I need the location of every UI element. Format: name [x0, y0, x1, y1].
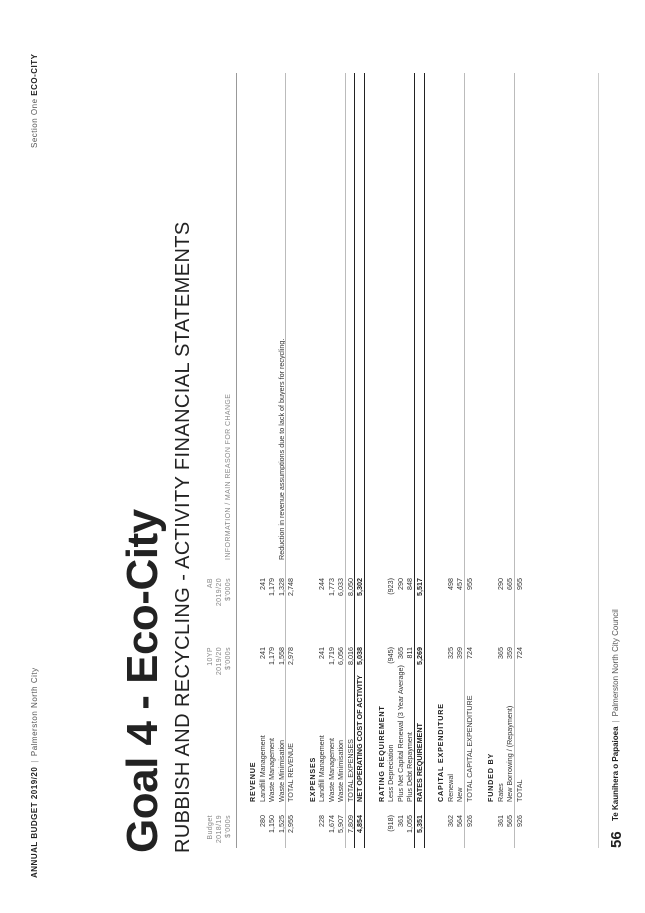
- section-row: [486, 0, 495, 913]
- tenyp-cell: 1,179: [267, 647, 276, 665]
- tenyp-cell: 724: [514, 647, 524, 659]
- total-row: [515, 0, 524, 913]
- table-row: [496, 0, 505, 913]
- budget-cell: 5,351: [414, 815, 424, 833]
- ab-cell: (923): [386, 578, 395, 595]
- row-rule: [345, 73, 346, 848]
- label-cell: TOTAL EXPENSES: [345, 739, 355, 802]
- column-header-10yp: 10YP 2019/20 $'000s: [207, 647, 232, 676]
- budget-cell: 4,854: [355, 815, 364, 833]
- ab-cell: 2,748: [286, 578, 295, 596]
- label-cell: Plus Debt Repayment: [405, 732, 414, 802]
- table-row: [396, 0, 405, 913]
- label-cell: Less Depreciation: [386, 744, 395, 802]
- total-row: [355, 0, 364, 913]
- label-cell: FUNDED BY: [486, 752, 495, 802]
- council-name: Palmerston North City: [30, 667, 39, 757]
- ab-cell: 244: [317, 578, 326, 590]
- info-cell: Reduction in revenue assumptions due to lack of buyers for recycling.: [276, 338, 286, 560]
- tenyp-cell: 8,016: [345, 647, 355, 665]
- tenyp-cell: 5,269: [414, 647, 424, 665]
- ab-cell: 290: [395, 578, 405, 590]
- tenyp-cell: 811: [405, 647, 414, 659]
- tenyp-cell: 359: [505, 647, 514, 659]
- goal-title: Goal 4 - Eco-City: [118, 509, 167, 853]
- tenyp-cell: 365: [395, 647, 405, 659]
- budget-cell: 5,907: [336, 815, 345, 833]
- ab-cell: 5,517: [414, 578, 424, 596]
- tenyp-cell: 1,719: [326, 647, 336, 665]
- page-header-right: [30, 54, 39, 149]
- ab-cell: 848: [405, 578, 414, 590]
- ab-cell: 6,033: [336, 578, 345, 596]
- footer-rule: [598, 73, 599, 848]
- budget-cell: 361: [495, 815, 505, 827]
- footer-council-name: Palmerston North City Council: [611, 609, 620, 717]
- table-row: [258, 0, 267, 913]
- label-cell: Waste Management: [326, 737, 336, 802]
- label-cell: Landfill Management: [317, 735, 326, 802]
- total-row: [465, 0, 474, 913]
- ab-cell: 241: [257, 578, 267, 590]
- budget-cell: 2,955: [286, 815, 295, 833]
- row-rule: [414, 73, 415, 848]
- tenyp-cell: 6,056: [336, 647, 345, 665]
- maori-name: Te Kaunihera o Papaioea: [611, 726, 620, 821]
- label-cell: RATES REQUIREMENT: [414, 723, 424, 802]
- budget-cell: 1,674: [326, 815, 336, 833]
- budget-cell: 1,525: [276, 815, 286, 833]
- table-row: [327, 0, 336, 913]
- table-row: [267, 0, 276, 913]
- ab-cell: 1,179: [267, 578, 276, 596]
- page-number: 56: [608, 831, 625, 848]
- header-rule: [236, 73, 237, 848]
- ab-cell: 5,302: [355, 578, 364, 596]
- tenyp-cell: 1,558: [276, 647, 286, 665]
- tenyp-cell: 2,978: [286, 647, 295, 665]
- row-rule-bottom: [424, 73, 425, 848]
- ab-cell: 8,050: [345, 578, 355, 596]
- row-rule: [354, 73, 355, 848]
- footer-text: Te Kaunihera o Papaioea|Palmerston North City Council: [611, 609, 620, 821]
- doc-title: ANNUAL BUDGET 2019/20: [30, 766, 39, 878]
- budget-cell: 564: [455, 815, 464, 827]
- label-cell: TOTAL REVENUE: [286, 743, 295, 802]
- tenyp-cell: 241: [317, 647, 326, 659]
- budget-cell: 228: [317, 815, 326, 827]
- label-cell: REVENUE: [248, 761, 257, 802]
- ab-cell: 955: [464, 578, 474, 590]
- budget-cell: 926: [464, 815, 474, 827]
- label-cell: Waste Minimisation: [336, 739, 345, 802]
- row-rule-bottom: [364, 73, 365, 848]
- column-header-budget: Budget 2018/19 $'000s: [207, 815, 232, 844]
- page-header-left: ANNUAL BUDGET 2019/20|Palmerston North City: [30, 667, 39, 878]
- label-cell: Renewal: [445, 774, 455, 802]
- total-row: [415, 0, 424, 913]
- table-row: [386, 0, 395, 913]
- tenyp-cell: 241: [257, 647, 267, 659]
- ab-cell: 457: [455, 578, 464, 590]
- tenyp-cell: 365: [495, 647, 505, 659]
- ab-cell: 1,328: [276, 578, 286, 596]
- table-row: [446, 0, 455, 913]
- tenyp-cell: 399: [455, 647, 464, 659]
- label-cell: RATING REQUIREMENT: [376, 705, 386, 802]
- label-cell: NET OPERATING COST OF ACTIVITY: [355, 675, 364, 802]
- budget-cell: 1,055: [405, 815, 414, 833]
- section-row: [248, 0, 257, 913]
- budget-cell: 7,809: [345, 815, 355, 833]
- section-row: [308, 0, 317, 913]
- budget-cell: (918): [386, 815, 395, 832]
- row-rule: [514, 73, 515, 848]
- total-row: [286, 0, 295, 913]
- budget-cell: 565: [505, 815, 514, 827]
- section-row: [377, 0, 386, 913]
- label-cell: CAPITAL EXPENDITURE: [436, 703, 445, 802]
- ab-cell: 498: [445, 578, 455, 590]
- section-prefix: Section One: [30, 98, 39, 148]
- table-row: [317, 0, 326, 913]
- section-row: [436, 0, 445, 913]
- tenyp-cell: 5,038: [355, 647, 364, 665]
- budget-cell: 926: [514, 815, 524, 827]
- column-header-info: INFORMATION / MAIN REASON FOR CHANGE: [225, 393, 232, 560]
- tenyp-cell: 724: [464, 647, 474, 659]
- label-cell: Waste Management: [267, 737, 276, 802]
- row-rule: [285, 73, 286, 848]
- label-cell: Landfill Management: [257, 735, 267, 802]
- section-name: ECO-CITY: [30, 53, 39, 96]
- budget-cell: 1,150: [267, 815, 276, 833]
- ab-cell: 665: [505, 578, 514, 590]
- label-cell: Plus Net Capital Renewal (3 Year Average): [395, 665, 405, 802]
- label-cell: TOTAL: [514, 779, 524, 802]
- ab-cell: 955: [514, 578, 524, 590]
- column-header-ab: AB 2019/20 $'000s: [207, 578, 232, 607]
- row-rule: [464, 73, 465, 848]
- section-heading: RUBBISH AND RECYCLING - ACTIVITY FINANCIAL STATEMENTS: [172, 221, 194, 853]
- label-cell: TOTAL CAPITAL EXPENDITURE: [464, 695, 474, 802]
- budget-cell: 362: [445, 815, 455, 827]
- label-cell: Waste Minimisation: [276, 739, 286, 802]
- budget-cell: 280: [257, 815, 267, 827]
- ab-cell: 290: [495, 578, 505, 590]
- label-cell: New: [455, 787, 464, 802]
- budget-cell: 361: [395, 815, 405, 827]
- label-cell: New Borrowing / (Repayment): [505, 705, 514, 802]
- tenyp-cell: (945): [386, 647, 395, 664]
- label-cell: Rates: [495, 783, 505, 802]
- label-cell: EXPENSES: [307, 756, 317, 802]
- tenyp-cell: 325: [445, 647, 455, 659]
- ab-cell: 1,773: [326, 578, 336, 596]
